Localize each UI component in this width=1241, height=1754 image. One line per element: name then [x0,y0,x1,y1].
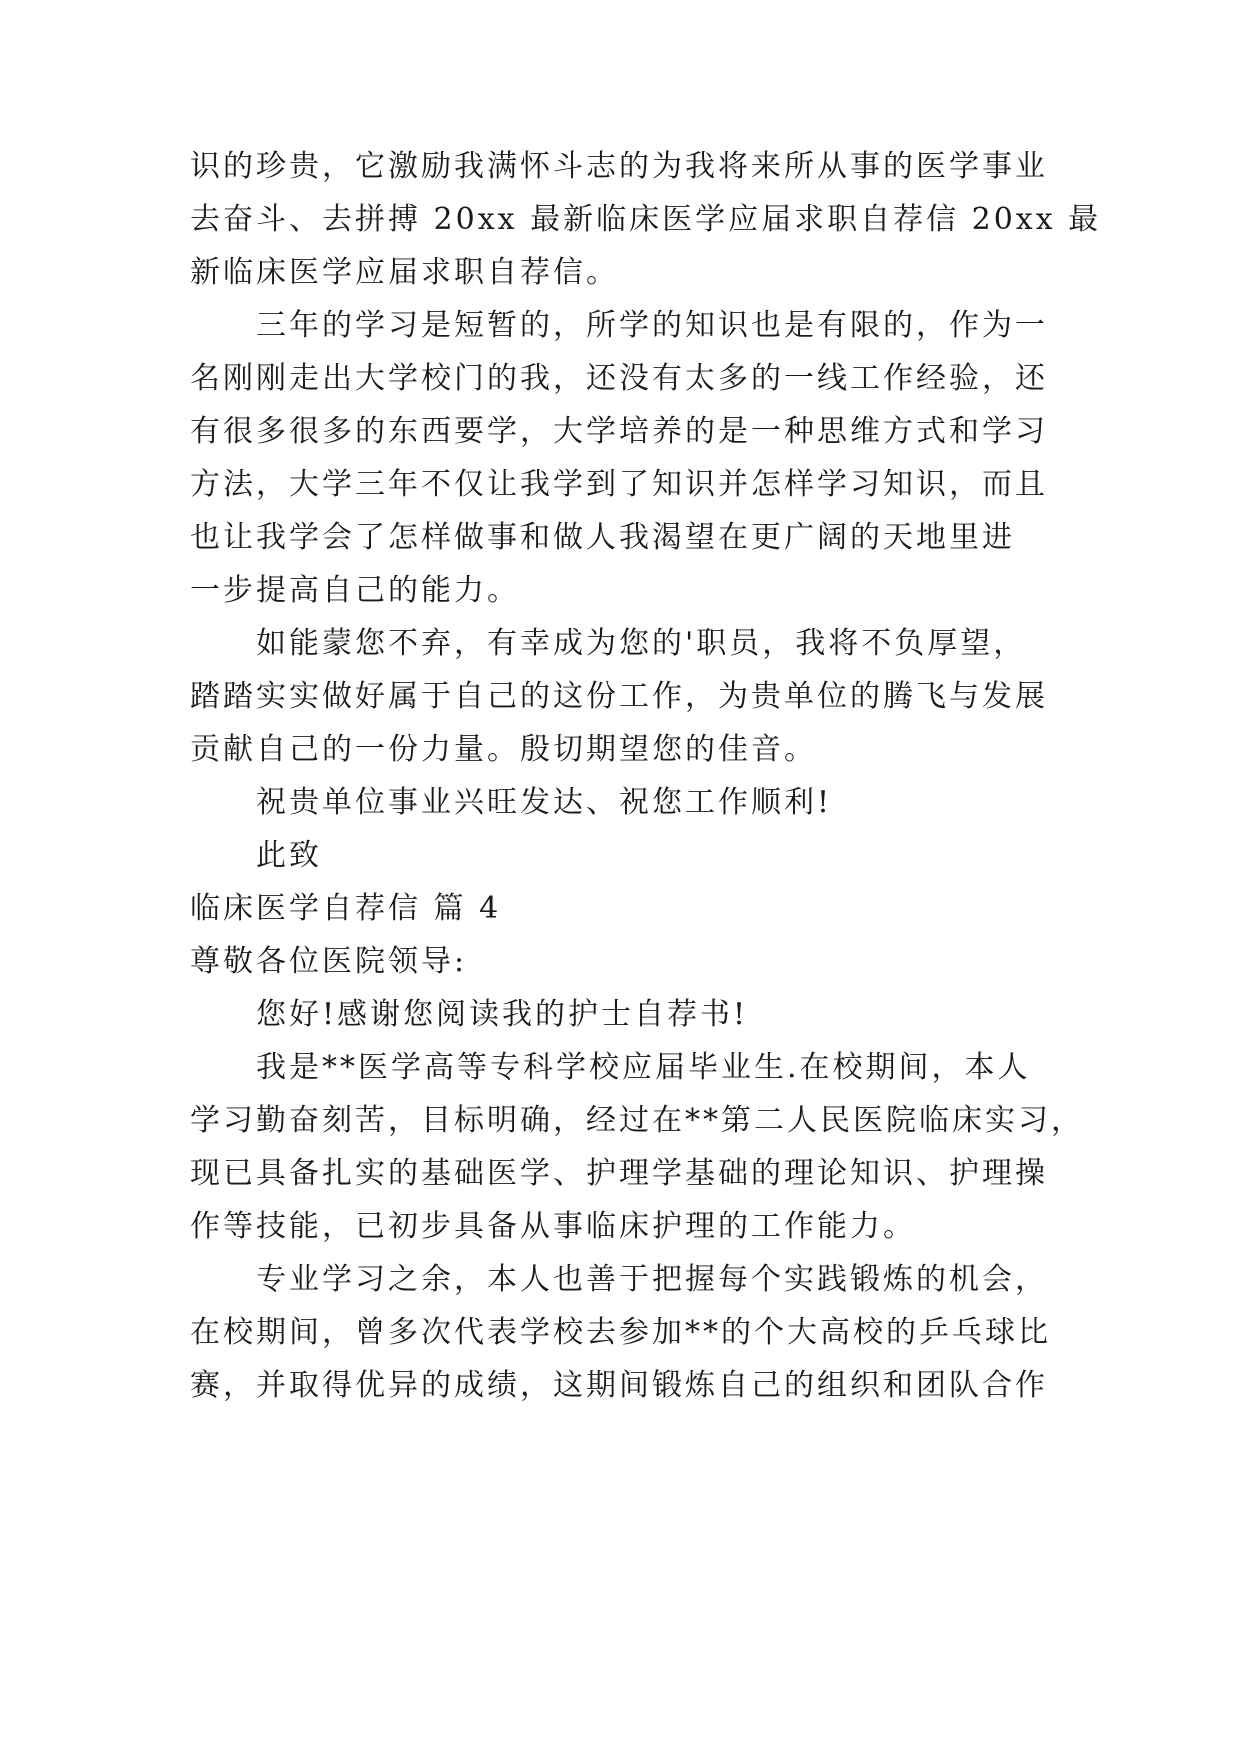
paragraph-start: 我是**医学高等专科学校应届毕业生.在校期间，本人 [256,1050,1031,1085]
text-line: 踏踏实实做好属于自己的这份工作，为贵单位的腾飞与发展 [190,679,1048,714]
text-line: 一步提高自己的能力。 [190,573,520,608]
section-heading: 临床医学自荐信 篇 4 [190,891,502,926]
text-line: 名刚刚走出大学校门的我，还没有太多的一线工作经验，还 [190,361,1048,396]
text-line: 也让我学会了怎样做事和做人我渴望在更广阔的天地里进 [190,520,1015,555]
salutation: 尊敬各位医院领导: [190,944,468,979]
text-line: 去奋斗、去拼搏 20xx 最新临床医学应届求职自荐信 20xx 最 [190,202,1102,237]
salutation-closing: 此致 [256,838,322,873]
paragraph-start: 如能蒙您不弃，有幸成为您的'职员，我将不负厚望， [256,626,1027,661]
text-line: 识的珍贵，它激励我满怀斗志的为我将来所从事的医学事业 [190,149,1048,184]
text-line: 学习勤奋刻苦，目标明确，经过在**第二人民医院临床实习， [190,1103,1084,1138]
paragraph-start: 专业学习之余，本人也善于把握每个实践锻炼的机会， [256,1262,1048,1297]
text-line: 赛，并取得优异的成绩，这期间锻炼自己的组织和团队合作 [190,1368,1048,1403]
paragraph-start: 三年的学习是短暂的，所学的知识也是有限的，作为一 [256,308,1048,343]
greeting: 您好!感谢您阅读我的护士自荐书! [256,997,749,1032]
text-line: 有很多很多的东西要学，大学培养的是一种思维方式和学习 [190,414,1048,449]
text-line: 方法，大学三年不仅让我学到了知识并怎样学习知识，而且 [190,467,1048,502]
text-line: 新临床医学应届求职自荐信。 [190,255,619,290]
text-line: 作等技能，已初步具备从事临床护理的工作能力。 [190,1209,916,1244]
text-line: 现已具备扎实的基础医学、护理学基础的理论知识、护理操 [190,1156,1048,1191]
closing-wish: 祝贵单位事业兴旺发达、祝您工作顺利! [256,785,833,820]
text-line: 贡献自己的一份力量。殷切期望您的佳音。 [190,732,817,767]
text-line: 在校期间，曾多次代表学校去参加**的个大高校的乒乓球比 [190,1315,1051,1350]
